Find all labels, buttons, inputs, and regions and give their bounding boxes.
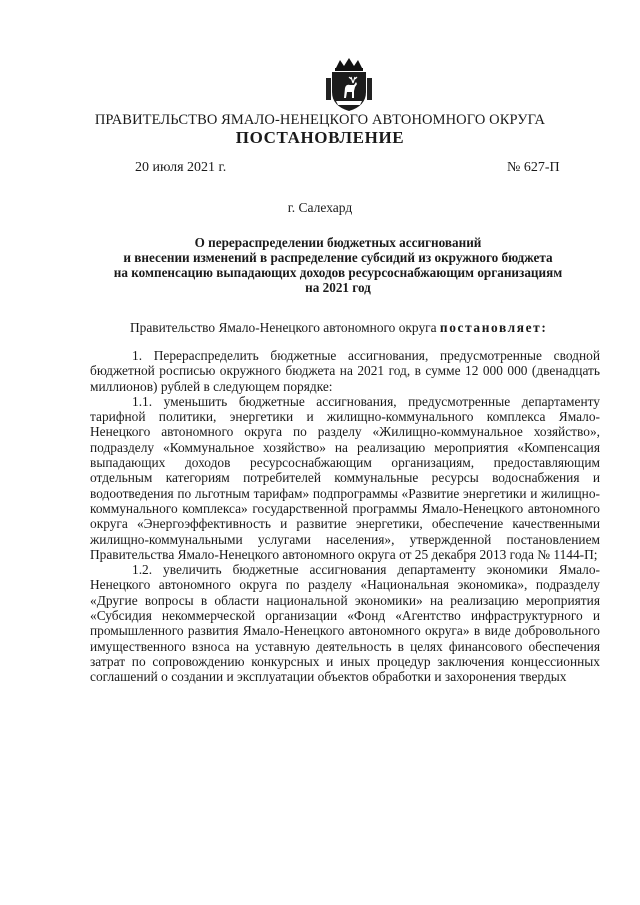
title-line: О перераспределении бюджетных ассигнований: [194, 235, 482, 250]
document-title: [90, 235, 586, 295]
title-line: на компенсацию выпадающих доходов ресурсоснабжающим организациям: [113, 265, 563, 280]
document-number: № 627-П: [507, 160, 560, 175]
preamble: [130, 320, 547, 336]
preamble-emphasis: постановляет:: [439, 320, 548, 335]
yamal-coat-of-arms-icon: [326, 58, 372, 112]
title-line: и внесении изменений в распределение субсидий из окружного бюджета: [123, 250, 553, 265]
title-line: на 2021 год: [305, 280, 371, 295]
paragraph: 1. Перераспределить бюджетные ассигнования, предусмотренные сводной бюджетной росписью окружного бюджета на 2021 год, в сумме 12 000 000 (двенадцать миллионов) рублей в следующем порядке:: [90, 348, 600, 394]
government-name: ПРАВИТЕЛЬСТВО ЯМАЛО-НЕНЕЦКОГО АВТОНОМНОГО ОКРУГА: [94, 112, 546, 128]
paragraph: 1.1. уменьшить бюджетные ассигнования, предусмотренные департаменту тарифной политики, энергетики и жилищно-коммунального комплекса Ямало-Ненецкого автономного округа по разделу «Жилищно-коммунальное хозяйство», подразделу «Коммунальное хозяйство» на реализацию мероприятия «Компенсация выпадающих доходов ресурсоснабжающим организациям, предоставляющим отдельным категориям потребителей коммунальные ресурсы водоснабжения и водоотведения по льготным тарифам» подпрограммы «Развитие энергетики и жилищно-коммунального комплекса» государственной программы Ямало-Ненецкого автономного округа «Энергоэффективность и развитие энергетики, обеспечение качественными жилищно-коммунальными услугами населения», утвержденной постановлением Правительства Ямало-Ненецкого автономного округа от 25 декабря 2013 года № 1144-П;: [90, 393, 600, 562]
paragraph: 1.2. увеличить бюджетные ассигнования департаменту экономики Ямало-Ненецкого автономного округа по разделу «Национальная экономика», подразделу «Другие вопросы в области национальной экономики» на реализацию мероприятия «Субсидия некоммерческой организации «Фонд «Агентство инфраструктурного и промышленного развития Ямало-Ненецкого автономного округа» в виде добровольного имущественного взноса на уставную деятельность в целях финансового обеспечения затрат по сопровождению конкурсных и иных процедур заключения концессионных соглашений о создании и эксплуатации объектов обработки и захоронения твердых: [90, 562, 600, 685]
document-date: 20 июля 2021 г.: [135, 160, 227, 175]
preamble-text: Правительство Ямало-Ненецкого автономного округа: [130, 320, 440, 335]
document-body: [90, 348, 600, 685]
document-city: г. Салехард: [287, 200, 353, 215]
document-type: ПОСТАНОВЛЕНИЕ: [235, 128, 405, 147]
